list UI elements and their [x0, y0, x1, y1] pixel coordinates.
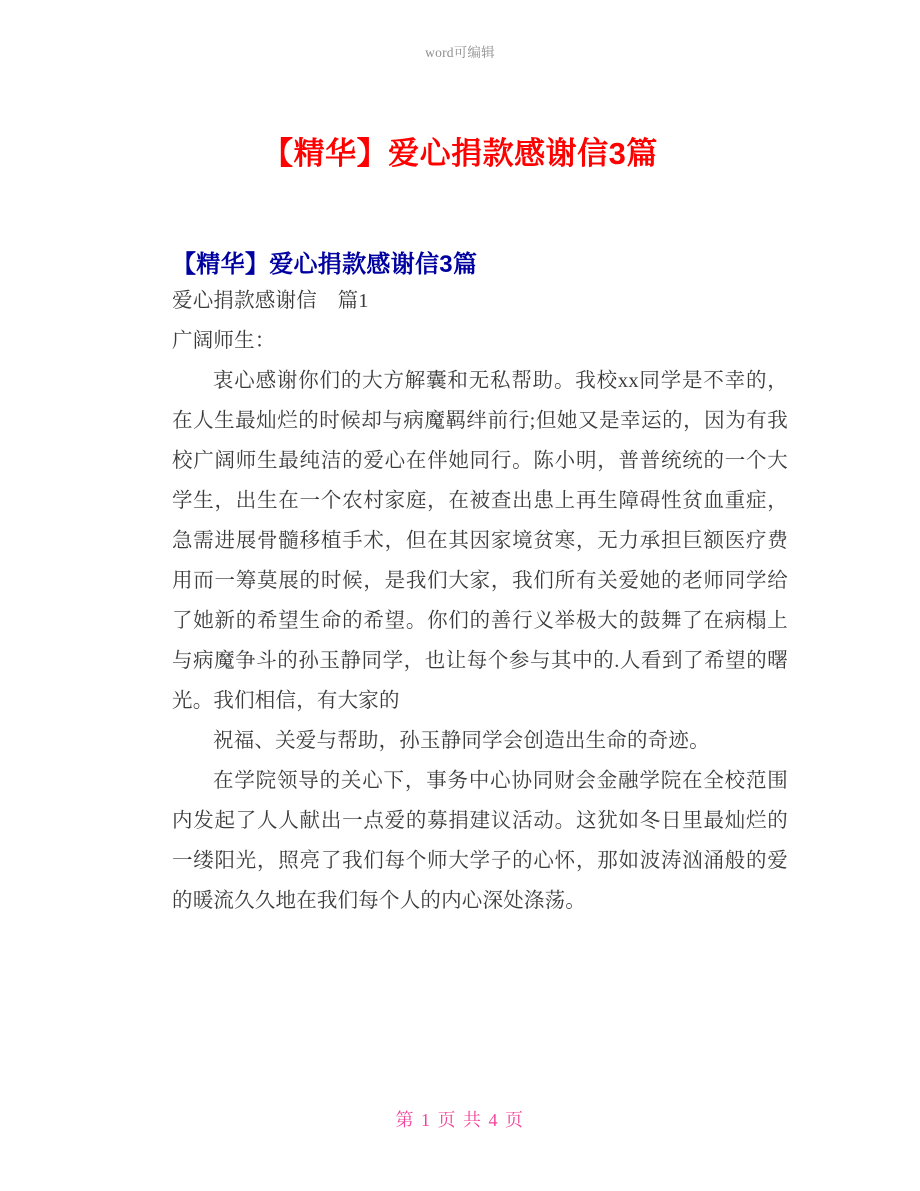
document-main-title: 【精华】爱心捐款感谢信3篇	[262, 135, 658, 171]
document-subtitle: 【精华】爱心捐款感谢信3篇	[172, 250, 478, 278]
page-header-watermark: word可编辑	[425, 45, 495, 60]
body-paragraph: 祝福、关爱与帮助，孙玉静同学会创造出生命的奇迹。	[213, 730, 710, 752]
body-paragraph: 在学院领导的关心下，事务中心协同财会金融学院在全校范围内发起了人人献出一点爱的募捐建议活动。这犹如冬日里最灿烂的一缕阳光，照亮了我们每个师大学子的心怀，那如波涛汹涌般的爱的暖流久久地在我们每个人的内心深处涤荡。	[172, 770, 788, 912]
section-label: 爱心捐款感谢信 篇1	[172, 290, 369, 312]
page-number-footer: 第 1 页 共 4 页	[395, 1110, 525, 1130]
body-paragraph: 衷心感谢你们的大方解囊和无私帮助。我校xx同学是不幸的，在人生最灿烂的时候却与病魔羁绊前行;但她又是幸运的，因为有我校广阔师生最纯洁的爱心在伴她同行。陈小明，普普统统的一个大学生，出生在一个农村家庭，在被查出患上再生障碍性贫血重症，急需进展骨髓移植手术，但在其因家境贫寒，无力承担巨额医疗费用而一筹莫展的时候，是我们大家，我们所有关爱她的老师同学给了她新的希望生命的希望。你们的善行义举极大的鼓舞了在病榻上与病魔争斗的孙玉静同学，也让每个参与其中的.人看到了希望的曙光。我们相信，有大家的	[172, 370, 788, 712]
document-body	[172, 281, 788, 921]
salutation: 广阔师生：	[172, 330, 276, 352]
